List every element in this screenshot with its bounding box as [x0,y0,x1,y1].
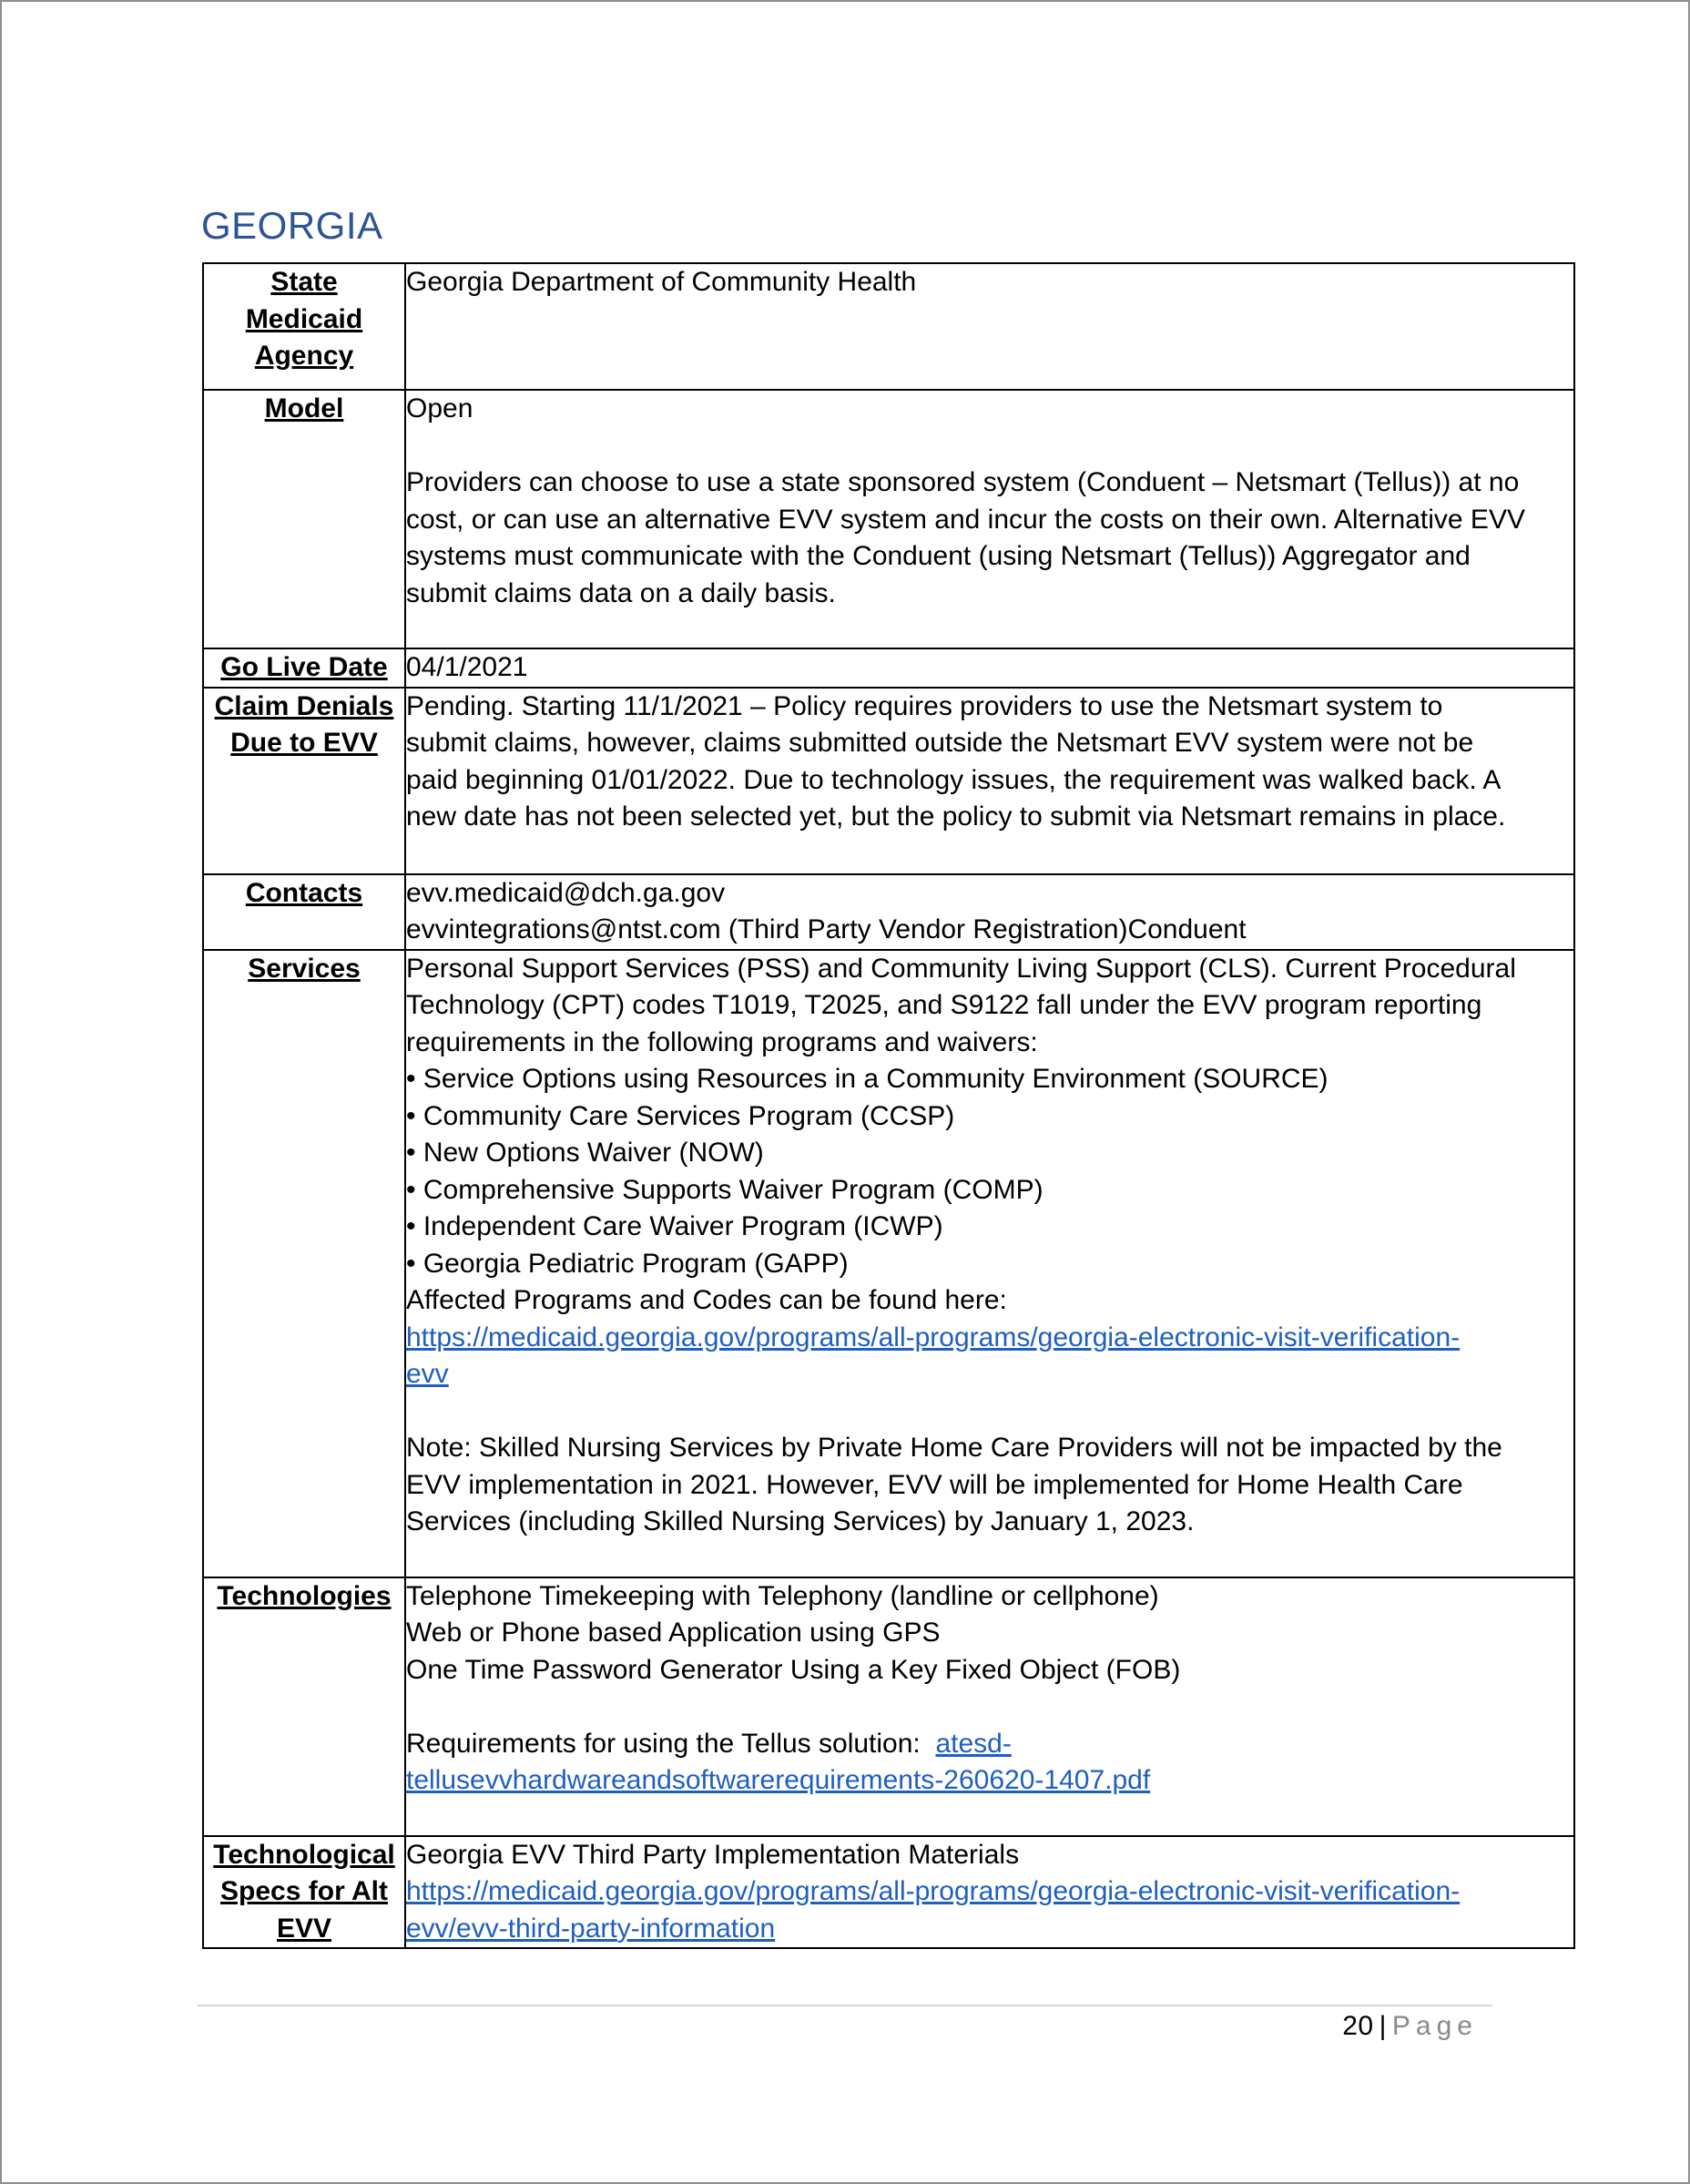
page-footer [1342,2011,1478,2042]
model-detail-line: systems must communicate with the Conduent (using Netsmart (Tellus)) Aggregator and [406,541,1471,571]
services-note-line: Note: Skilled Nursing Services by Private Home Care Providers will not be impacted by the [406,1433,1502,1463]
model-detail-line: Providers can choose to use a state sponsored system (Conduent – Netsmart (Tellus)) at no [406,467,1520,497]
row-label-model: Model [203,390,405,648]
row-label-claim-denials: Claim Denials Due to EVV [203,688,405,874]
model-detail-line: cost, or can use an alternative EVV system and incur the costs on their own. Alternative EVV [406,504,1525,535]
page-word: Page [1391,2011,1478,2041]
page-heading: GEORGIA [201,204,383,247]
row-technological-specs [203,1836,1574,1949]
footer-divider [198,2005,1492,2006]
model-detail-line: submit claims data on a daily basis. [406,577,836,608]
row-state-medicaid-agency [203,263,1574,390]
contact-email-dch: evv.medicaid@dch.ga.gov [406,877,726,908]
row-label-go-live: Go Live Date [203,648,405,688]
agency-value: Georgia Department of Community Health [405,263,1574,390]
row-label-technologies: Technologies [203,1577,405,1836]
contact-email-ntst: evvintegrations@ntst.com (Third Party Vendor Registration)Conduent [406,914,1247,944]
row-label-agency: State Medicaid Agency [203,263,405,390]
tellus-requirements-link[interactable]: atesd- [935,1728,1012,1759]
model-value [405,390,1574,648]
tellus-requirements-link-cont[interactable]: tellusevvhardwareandsoftwarerequirements-260620-1407.pdf [406,1765,1151,1795]
evv-info-table [202,262,1575,1949]
row-technologies [203,1577,1574,1836]
footer-separator: | [1379,2011,1387,2041]
technologies-value: Telephone Timekeeping with Telephony (landline or cellphone) Web or Phone based Application using GPS One Time Password Generator Using a Key Fixed Object (FOB) Requirements for using the Tellus solution: atesd- tellusevvhardwareandsoftwarerequirements-260620-1407.pdf [405,1577,1574,1836]
services-value: Personal Support Services (PSS) and Community Living Support (CLS). Current Procedural Technology (CPT) codes T1019, T2025, and S9122 fall under the EVV program reporting requirements in the following programs and waivers: • Service Options using Resources in a Community Environment (SOURCE) • Community Care Services Program (CCSP) • New Options Waiver (NOW) • Comprehensive Supports Waiver Program (COMP) • Independent Care Waiver Program (ICWP) • Georgia Pediatric Program (GAPP) Affected Programs and Codes can be found here: https://medicaid.georgia.gov/programs/all-programs/georgia-electronic-visit-verification- evv Note: Skilled Nursing Services by Private Home Care Providers will not be impacted by the EVV implementation in 2021. However, EVV will be implemented for Home Health Care Services (including Skilled Nursing Services) by January 1, 2023. [405,950,1574,1577]
claim-denials-value: Pending. Starting 11/1/2021 – Policy requires providers to use the Netsmart system to submit claims, however, claims submitted outside the Netsmart EVV system were not be paid beginning 01/01/2022. Due to technology issues, the requirement was walked back. A new date has not been selected yet, but the policy to submit via Netsmart remains in place. [405,688,1574,874]
row-label-contacts: Contacts [203,874,405,950]
program-list-item: • Georgia Pediatric Program (GAPP) [406,1248,849,1279]
program-list-item: • Service Options using Resources in a Community Environment (SOURCE) [406,1064,1329,1094]
program-list-item: • Community Care Services Program (CCSP) [406,1100,955,1131]
tech-specs-value: Georgia EVV Third Party Implementation Materials https://medicaid.georgia.gov/programs/all-programs/georgia-electronic-visit-verification- evv/evv-third-party-information [405,1836,1574,1949]
third-party-info-link[interactable]: https://medicaid.georgia.gov/programs/all-programs/georgia-electronic-visit-verification- evv/evv-third-party-information [406,1876,1461,1944]
program-list-item: • Independent Care Waiver Program (ICWP) [406,1211,943,1241]
row-go-live-date [203,648,1574,688]
row-model [203,390,1574,648]
model-type: Open [406,393,473,424]
services-link[interactable]: https://medicaid.georgia.gov/programs/all-programs/georgia-electronic-visit-verification- evv [406,1322,1461,1389]
contacts-value [405,874,1574,950]
row-label-tech-specs: Technological Specs for Alt EVV [203,1836,405,1949]
program-list-item: • New Options Waiver (NOW) [406,1138,764,1168]
services-note-line: EVV implementation in 2021. However, EVV will be implemented for Home Health Care [406,1469,1463,1500]
row-services [203,950,1574,1577]
row-claim-denials [203,688,1574,874]
services-note-line: Services (including Skilled Nursing Services) by January 1, 2023. [406,1506,1195,1536]
row-label-services: Services [203,950,405,1577]
go-live-value: 04/1/2021 [405,648,1574,688]
page-number: 20 [1342,2011,1374,2041]
row-contacts [203,874,1574,950]
program-list-item: • Comprehensive Supports Waiver Program (COMP) [406,1174,1044,1205]
